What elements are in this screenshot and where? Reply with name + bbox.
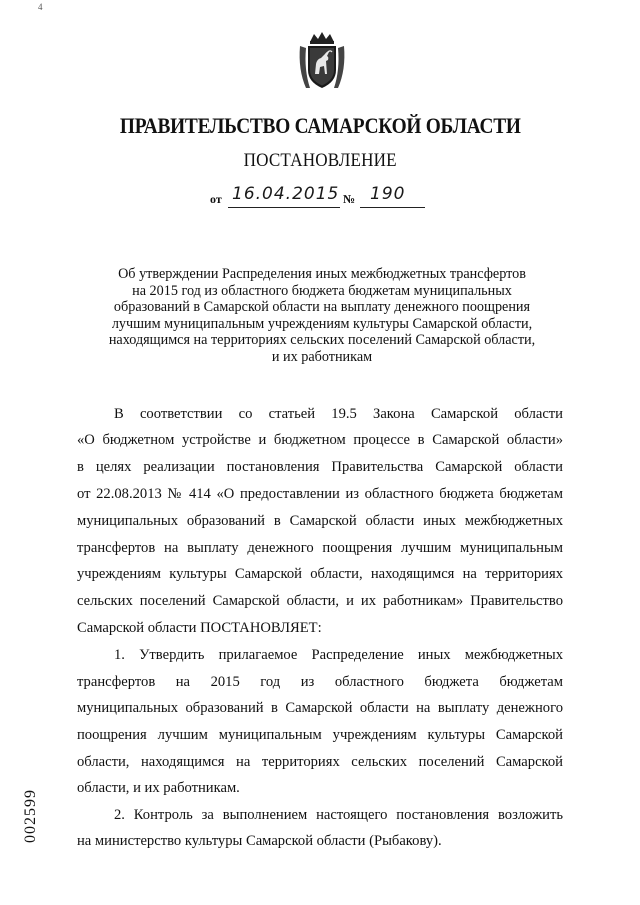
body-line: на министерство культуры Самарской области (Рыбакову).	[77, 833, 442, 849]
body-line: В соответствии со статьей 19.5 Закона Самарской области	[114, 406, 563, 422]
subject-line: Об утверждении Распределения иных межбюджетных трансфертов	[118, 266, 526, 282]
subject-block	[80, 266, 564, 365]
body-line: от 22.08.2013 № 414 «О предоставлении из областного бюджета бюджетам	[77, 486, 563, 502]
body-line: муниципальных образований в Самарской области на выплату денежного	[77, 700, 563, 716]
corner-mark: 4	[38, 2, 43, 12]
body-line: Самарской области ПОСТАНОВЛЯЕТ:	[77, 620, 322, 636]
subject-line: находящимся на территориях сельских поселений Самарской области,	[108, 332, 536, 348]
document-type: ПОСТАНОВЛЕНИЕ	[243, 150, 397, 171]
date-value: 16.04.2015	[232, 184, 340, 204]
body-line: сельских поселений Самарской области, и их работникам» Правительство	[77, 593, 563, 609]
body-line: области, и их работникам.	[77, 780, 240, 796]
subject-line: лучшим муниципальным учреждениям культуры Самарской области,	[111, 315, 533, 332]
date-number-line	[210, 186, 450, 210]
body-line: области, находящимся на территориях сельских поселений Самарской	[77, 754, 563, 770]
body-line: поощрения лучшим муниципальным учреждениям культуры Самарской	[77, 727, 563, 743]
body-line: трансфертов на выплату денежного поощрения лучшим муниципальным	[77, 540, 563, 556]
body-line: 2. Контроль за выполнением настоящего постановления возложить	[114, 807, 563, 823]
body-line: трансфертов на 2015 год из областного бюджета бюджетам	[77, 674, 563, 690]
number-value: 190	[370, 184, 406, 204]
body-line: «О бюджетном устройстве и бюджетном процессе в Самарской области»	[77, 432, 563, 448]
date-underline	[228, 207, 340, 208]
government-title: ПРАВИТЕЛЬСТВО САМАРСКОЙ ОБЛАСТИ	[119, 113, 521, 138]
body-line: муниципальных образований в Самарской области иных межбюджетных	[77, 513, 563, 529]
subject-line: образований в Самарской области на выплату денежного поощрения	[113, 299, 531, 315]
body-line: учреждениям культуры Самарской области, находящимся на территориях	[77, 566, 563, 582]
body-line: в целях реализации постановления Правительства Самарской области	[77, 459, 563, 475]
coat-of-arms-icon	[296, 30, 348, 92]
body-line: 1. Утвердить прилагаемое Распределение иных межбюджетных	[114, 647, 563, 663]
number-prefix: №	[343, 192, 356, 206]
subject-line: на 2015 год из областного бюджета бюджетам муниципальных	[132, 282, 512, 299]
number-underline	[360, 207, 425, 208]
side-registration-number: 002599	[22, 789, 39, 843]
date-prefix: от	[210, 192, 222, 206]
subject-line: и их работникам	[271, 348, 373, 365]
